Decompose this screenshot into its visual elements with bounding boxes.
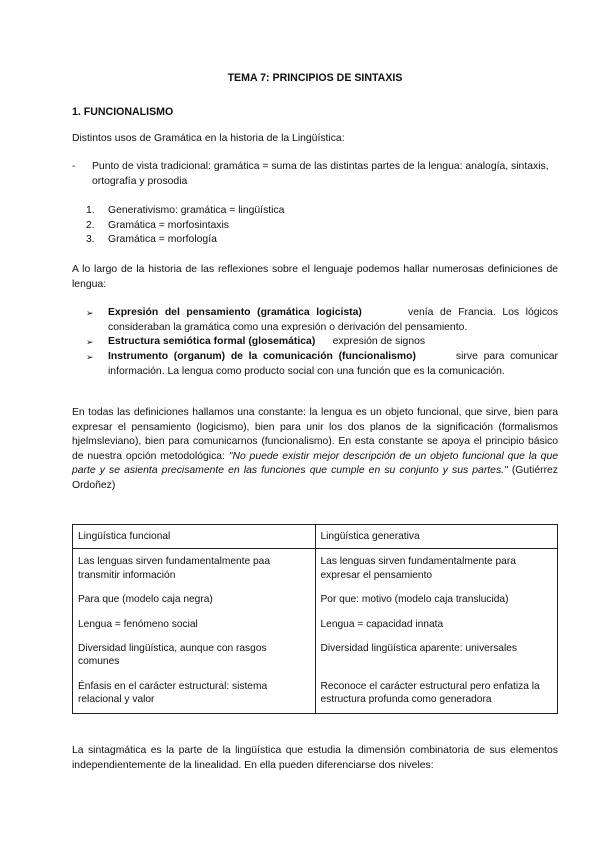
table-cell: Por que: motivo (modelo caja translucida) — [315, 587, 558, 611]
table-cell: Lengua = fenómeno social — [73, 612, 316, 636]
table-header-cell: Lingüística funcional — [73, 525, 316, 549]
numbered-list-item — [86, 204, 285, 219]
table-row — [73, 549, 558, 587]
numbered-item-text: Generativismo: gramática = lingüística — [108, 205, 285, 216]
arrow-item-text: venía de Francia. Los lógicos consideraban la gramática como una expresión o derivación del pensamiento. — [108, 307, 559, 333]
table-header-cell: Lingüística generativa — [315, 525, 558, 549]
dash-list-item — [72, 160, 552, 189]
section-heading-funcionalismo: 1. FUNCIONALISMO — [72, 106, 174, 118]
arrow-item-bold: Instrumento (organum) de la comunicación (funcionalismo) — [108, 351, 416, 362]
list-number: 3. — [86, 234, 95, 245]
arrow-list-item — [86, 350, 558, 379]
constant-text: En todas las definiciones hallamos una constante: la lengua es un objeto funcional, que sirve, bien para expresar el pensamiento (logicismo), bien para unir los dos planos de la significación (formalismos hjelmsleviano), bien para comunicarnos (funcionalismo). En esta constante se apoya el principio básico de nuestra opción metodológica: — [72, 407, 558, 462]
table-row — [73, 674, 558, 713]
table-header-row — [73, 525, 558, 549]
dash-bullet: - — [72, 161, 76, 172]
table-cell: Lengua = capacidad innata — [315, 612, 558, 636]
arrow-item-text: expresión de signos — [332, 336, 426, 347]
list-number: 2. — [86, 219, 95, 231]
table-cell: Para que (modelo caja negra) — [73, 587, 316, 611]
arrow-bullet-icon: ➢ — [86, 308, 94, 318]
table-cell: Énfasis en el carácter estructural: sistema relacional y valor — [73, 674, 316, 713]
table-row — [73, 612, 558, 636]
definitions-paragraph: A lo largo de la historia de las reflexiones sobre el lenguaje podemos hallar numerosas definiciones de lengua: — [72, 264, 558, 290]
arrow-item-bold: Expresión del pensamiento (gramática logicista) — [108, 307, 362, 318]
table-cell: Diversidad lingüística aparente: universales — [315, 636, 558, 674]
table-cell: Diversidad lingüística, aunque con rasgos comunes — [73, 636, 316, 674]
intro-paragraph: Distintos usos de Gramática en la historia de la Lingüística: — [72, 133, 345, 144]
arrow-list-item — [86, 335, 558, 350]
numbered-item-text: Gramática = morfosintaxis — [108, 219, 229, 231]
arrow-item-text: sirve para comunicar información. La lengua como producto social con una función que es la comunicación. — [108, 351, 558, 377]
table-row — [73, 636, 558, 674]
arrow-list-item — [86, 306, 559, 335]
sintagmatica-paragraph: La sintagmática es la parte de la lingüística que estudia la dimensión combinatoria de sus elementos independientemente de la linealidad. En ella pueden diferenciarse dos niveles: — [72, 745, 558, 771]
methodology-quote: "No puede existir mejor descripción de un objeto funcional que la que parte y se asienta precisamente en las funciones que cumple en su conjunto y sus partes." — [72, 450, 559, 477]
table-cell: Las lenguas sirven fundamentalmente para expresar el pensamiento — [315, 549, 558, 587]
quote-citation: (Gutiérrez Ordoñez) — [72, 465, 559, 491]
table-cell: Reconoce el carácter estructural pero enfatiza la estructura profunda como generadora — [315, 674, 558, 713]
arrow-item-bold: Estructura semiótica formal (glosemática) — [108, 336, 316, 347]
numbered-item-text: Gramática = morfología — [108, 234, 217, 245]
list-number: 1. — [86, 205, 95, 216]
constant-paragraph — [72, 406, 558, 494]
dash-item-text: Punto de vista tradicional: gramática = suma de las distintas partes de la lengua: analogía, sintaxis, ortografía y prosodia — [92, 161, 549, 187]
table-cell: Las lenguas sirven fundamentalmente paa transmitir información — [73, 549, 316, 587]
table-row — [73, 587, 558, 611]
numbered-list-item — [86, 233, 217, 248]
document-title: TEMA 7: PRINCIPIOS DE SINTAXIS — [227, 72, 403, 84]
arrow-bullet-icon: ➢ — [86, 352, 94, 362]
arrow-bullet-icon: ➢ — [86, 337, 94, 347]
comparison-table — [72, 524, 558, 714]
numbered-list-item — [86, 219, 229, 234]
